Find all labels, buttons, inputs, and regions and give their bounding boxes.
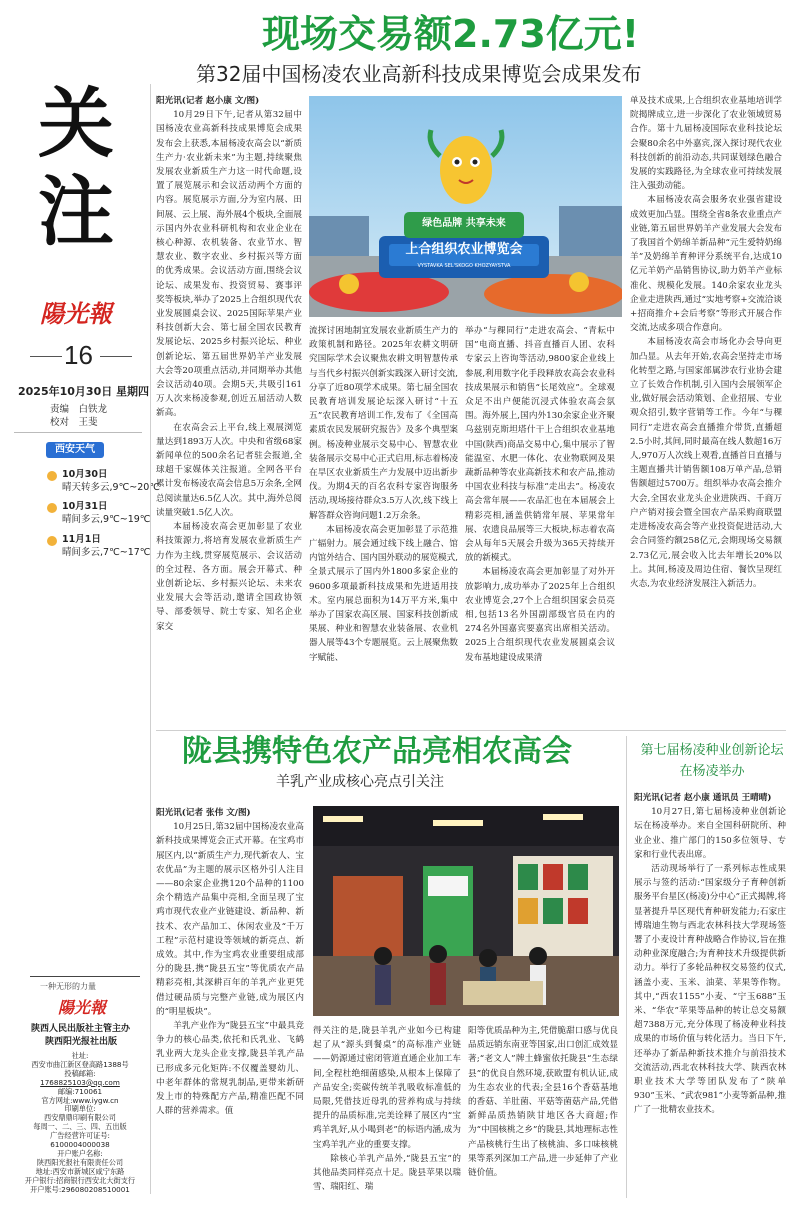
paragraph: 10月27日,第七届杨凌种业创新论坛在杨凌举办。来自全国科研院所、种业企业、推广部门的150多位领导、专家和行业代表出席。	[634, 807, 786, 860]
info-line: 广告经营许可证号:	[50, 1131, 110, 1141]
story1-col4	[630, 94, 782, 726]
paragraph: 单及技术成果,上合组织农业基地培训学院揭牌成立,进一步深化了农业领域贸易合作。第十九届杨凌国际农业科技论坛会聚80余名中外嘉宾,深入探讨现代农业科技创新的前沿动态,共同谋划绿色融合发展的实践路径,为全球农业可持续发展注入强劲动能。	[630, 96, 782, 192]
footer-logo: 陽光報	[58, 998, 107, 1017]
section-title-1: 关	[38, 79, 114, 168]
sun-cloud-icon	[47, 471, 57, 481]
page-number-rule-right	[100, 356, 132, 357]
paragraph: 本届杨凌农高会更加彰显了示范推广辐射力。展会通过线下线上融合、馆内馆外结合、国内国外联动的展览模式,全景式展示了国内外1800多家企业的9600多项最新科技成果和先进适用技术。室内展总面积为14万平方米,集中举办了国家农高区展、国家科技创新成果展、种业和智慧农业装备展、农业机器人展等43个专题展览。云上展聚焦数字赋能、	[309, 524, 458, 663]
story3-headline-2: 在杨凌举办	[679, 764, 745, 779]
story2-headline: 陇县携特色农产品亮相农高会	[182, 734, 572, 769]
story3-headline-1: 第七届杨凌种业创新论坛	[640, 743, 784, 758]
rail-divider	[150, 84, 151, 1194]
proof-line: 校对 王斐	[50, 417, 98, 428]
info-line: 西安鼎鼎印刷有限公司	[44, 1113, 116, 1123]
photo1-banner-1: 上合组织农业博览会	[405, 242, 523, 257]
footer-divider	[30, 976, 140, 977]
paragraph: 活动现场举行了一系列标志性成果展示与签约活动:“国家级分子育种创新服务平台星区(杨凌)分中心”正式揭牌,将显著提升旱区现代育种研发能力;石家庄博瑞迪生物与西北农林科技大学现场签署了小麦设计育种战略合作协议,旨在推动种业深度融合;为育种技术升级提供新动力。举行了多轮品种权交易签约仪式,涵盖小麦、玉米、油菜、苹果等作物。其中,“西农1155”小麦、“宁玉688”玉米、“华农”苹果等品种的转让总交易额超7388万元,充分体现了杨凌种业科技成果的市场价值与转化活力。当日下午,还举办了新品种新技术推介与前沿技术交流活动,西北农林科技大学、陕西农林职业技术大学等团队发布了“陕单930”玉米、“武农981”小麦等新品种,推广了一批精农业技术。	[634, 864, 786, 1116]
info-line: 6100004000038	[50, 1140, 110, 1150]
issue-date: 2025年10月30日 星期四	[18, 385, 150, 398]
info-line: 邮编:710061	[57, 1086, 103, 1096]
paragraph: 举办“与稞同行”走进农高会、“青耘中国”电商直播、抖音直播百人团、农科专家云上咨询等活动,9800家企业线上参展,利用数字化手段释放农高会农业科技成果展示和销售“长尾效应”。全球观众足不出户便能沉浸式体验农高会氛围。海外展上,国内外130余家企业齐聚乌兹别克斯坦塔什干上合组织农业基地中国(陕西)商品交易中心,集中展示了智能温室、水肥一体化、农业物联网及果蔬新品种等农业高新技术和农产品,推动中国农业科技与标准“走出去”。杨凌农高会常年展——农品汇也在本届展会上精彩亮相,涵盖供销常年展、苹果常年展、农遗良品展等三大板块,标志着农高会从每年5天展会升级为365天持续开放的新模式。	[465, 326, 615, 564]
story1-subheadline: 第32届中国杨凌农业高新科技成果博览会成果发布	[196, 62, 642, 86]
page-number: 16	[64, 340, 93, 370]
info-block	[14, 1052, 146, 1195]
paragraph: 除核心羊乳产品外,“陇县五宝”的其他品类同样亮点十足。陇县苹果以瑞雪、瑞阳红、瑞	[313, 1153, 461, 1193]
editor-line: 责编 白铁龙	[50, 404, 108, 415]
story1-bottom-rule	[156, 730, 786, 731]
story1-photo	[309, 96, 622, 317]
info-line: 印刷单位:	[64, 1104, 96, 1114]
photo1-sign: 绿色品牌 共享未来	[422, 218, 506, 229]
paragraph: 流探讨困地制宜发展农业新质生产力的政策机制和路径。2025年农耕文明研究国际学术会议聚焦农耕文明智慧传承与当代乡村振兴创新实践深入研讨交流,分享了近80项学术成果。第七届全国农民教育培训发展论坛深入研讨“十五五”农民教育培训工作,发布了《全国高素质农民发展研究报告》及多个典型案例。杨凌种业展示交易中心、智慧农业装备展示交易中心正式启用,标志着杨凌在旱区农业新质生产力发展中迈出新步伐。为期4天的百名农科专家咨询服务活动,现场接待群众3.5万人次,线下线上解答群众咨询问题1.2万余条。	[309, 326, 458, 521]
info-line: 陕西阳光报社有限责任公司	[36, 1157, 124, 1167]
paragraph: 在农高会云上平台,线上观展浏览量达到1893万人次。中央和省级68家新闻单位的500余名记者驻会报道,全球超千家媒体关注报道。全网各平台累计发布杨凌农高会信息5万余条,全网总阅读量达6.5亿人次。其中,海外总阅读量突破1.5亿人次。	[156, 422, 302, 518]
masthead-logo: 陽光報	[40, 299, 112, 328]
story2-col3	[468, 1024, 618, 1196]
info-line: 开户账号:296080208510001	[30, 1184, 130, 1194]
info-line: 官方网址:www.iygw.cn	[41, 1095, 119, 1105]
weather-badge: 西安天气	[46, 442, 104, 458]
story1-col1	[156, 94, 302, 726]
exhibition-gate-photo	[309, 96, 622, 317]
story1-col2	[309, 324, 458, 726]
sun-cloud-icon	[47, 536, 57, 546]
sun-cloud-icon	[47, 503, 57, 513]
story1-headline: 现场交易额2.73亿元!	[262, 12, 640, 56]
story1-col3	[465, 324, 615, 726]
weather-divider	[14, 432, 142, 433]
section-title-2: 注	[38, 167, 114, 256]
info-line: 每周一、二、三、四、五出版	[33, 1122, 127, 1132]
info-line: 1768825103@qq.com	[40, 1077, 120, 1087]
info-line: 投稿邮箱:	[64, 1068, 96, 1078]
left-rail: 关 注 陽光報 16 2025年10月30日 星期四 责编 白铁龙 校对 王斐 西安天气 10月30日 晴天转多云,9℃~20℃ 10月31日 晴间多云,9℃~19℃ 11月1日 晴间多云,7℃~17℃ 一种无形的力量 陽光報 陕西人民出版社主管主办 陕西阳光报社出版 社址: 西安市曲江新区登高路1388号 投稿邮箱: 1768825103@qq.com 邮编:710061 官方网址:www.iygw.cn 印刷单位: 西安鼎鼎印刷有限公司 每周一、二、三、四、五出版 广告经营许可证号: 6100004000038 开户账户名称: 陕西阳光报社有限责任公司 地址:西安市新城区咸宁东路 开户银行:招商银行西安北大街支行 开户账号:296080208510001	[0, 0, 150, 1205]
story1-byline: 阳光讯(记者 赵小康 文/图)	[156, 96, 260, 106]
paragraph: 本届杨凌农高会服务农业强省建设成效更加凸显。围绕全省8条农业重点产业链,第五届世界奶羊产业发展大会发布了我国首个奶绵羊新品种“元生爱特奶绵羊”及奶绵羊育种评分系统平台,达成10亿元羊奶产品销售协议,助力奶羊产业标准化、规模化发展。140余家农业龙头企业走进陕西,通过“实地考察+交流洽谈+招商推介+会后考察”等形式开展合作交流,达成多项合作意向。	[630, 195, 782, 334]
story2-col1	[156, 806, 304, 1196]
info-line: 地址:西安市新城区咸宁东路	[35, 1166, 125, 1176]
paragraph: 10月25日,第32届中国杨凌农业高新科技成果博览会正式开幕。在宝鸡市展区内,以“新质生产力,现代新农人、宝农优品”为主题的展示区格外引人注目——80余家企业携120个品种的1100余个精选产品集中亮相,全面呈现了宝鸡市现代农业产业链建设、新品种、新技术、农产品加工、休闲农业及“千万工程”示范村建设等领域的新亮点、新成效。其中,作为宝鸡农业重要组成部分的陇县,携“陇县五宝”等优质农产品精彩亮相,其深耕百年的羊乳产业更凭借过硬品质与完整产业链,成为展区内的“明星板块”。	[156, 822, 304, 1017]
paragraph: 10月29日下午,记者从第32届中国杨凌农业高新科技成果博览会成果发布会上获悉,本届杨凌农高会以“新质生产力·农业新未来”为主题,持续聚焦发展农业新质生产力这一时代命题,设置了展览展示和会议活动两个方面的内容。展览展示方面,分为室内展、田间展、云上展、海外展4个板块,全面展示国内外农业科研机构和农业企业在核心种源、农机装备、农业节水、智慧农业、数字农业、乡村振兴等方面的优秀成果。会议活动方面,围绕会议论坛、成果发布、投资贸易、赛事评奖等板块,举办了2025上合组织现代农业发展圆桌会议、2025国际苹果产业科技创新大会、第七届全国农民教育发展论坛、2025乡村振兴论坛、种业创新论坛、第五届世界奶羊产业发展大会等20项重点活动,并同期举办其他会议活动40项。会期5天,共吸引161万人次来杨凌参观,创近五届活动人数新高。	[156, 110, 302, 419]
info-line: 开户银行:招商银行西安北大街支行	[24, 1175, 136, 1185]
info-line: 开户账户名称:	[57, 1148, 103, 1158]
story2-col2	[313, 1024, 461, 1196]
info-line: 社址:	[71, 1051, 89, 1060]
paragraph: 羊乳产业作为“陇县五宝”中最具竞争力的核心品类,依托和氏乳业、飞鹤乳业两大龙头企业支撑,陇县羊乳产品已形成多元化矩阵:不仅覆盖婴幼儿、中老年群体的常规乳制品,更带来新研发上市的特殊配方产品,精准匹配不同人群的营养需求。值	[156, 1021, 304, 1117]
publisher-line-1: 陕西人民出版社主管主办	[31, 1024, 131, 1034]
story3-byline: 阳光讯(记者 赵小康 通讯员 王晴晴)	[634, 793, 772, 803]
story2-photo	[313, 806, 619, 1016]
page-number-rule-left	[30, 356, 62, 357]
footer-slogan: 一种无形的力量	[40, 982, 96, 991]
paragraph: 阳等优质品种为主,凭借脆甜口感与优良品质远销东南亚等国家,出口创汇成效显著;“老文人”牌土蜂蜜依托陇县“生态绿县”的优良自然环境,获欧盟有机认证,成为生态农业的代表;全县16个香菇基地的香菇、羊肚菌、平菇等菌菇产品,凭借新鲜品质热销陕甘地区各大商超;作为“中国核桃之乡”的陇县,其地理标志性产品核桃行生出了核桃油、多口味核桃果等系列深加工产品,进一步延伸了产业链价值。	[468, 1026, 618, 1179]
paragraph: 本届杨凌农高会更加彰显了农业科技策源力,将培育发展农业新质生产力作为主线,贯穿展览展示、会议活动的全过程、各方面。展会开幕式、种业创新论坛、乡村振兴论坛、未来农业发展大会等活动,邀请全国政协领导、部委领导、院士专家、知名企业家交	[156, 522, 302, 632]
paragraph: 本届杨凌农高会更加彰显了对外开放影响力,成功举办了2025年上合组织农业博览会,27个上合组织国家会员亮相,包括13名外国副部级官员在内的274名外国嘉宾要嘉宾出席相关活动。2025上合组织现代农业发展圆桌会议发布基地建设成果清	[465, 567, 615, 663]
info-line: 西安市曲江新区登高路1388号	[31, 1059, 129, 1069]
exhibition-hall-photo	[313, 806, 619, 1016]
publisher-line-2: 陕西阳光报社出版	[45, 1037, 118, 1047]
story2-subheadline: 羊乳产业成核心亮点引关注	[276, 774, 444, 790]
story3-divider	[626, 736, 627, 1198]
story2-byline: 阳光讯(记者 张伟 文/图)	[156, 808, 251, 818]
paragraph: 本届杨凌农高会市场化办会导向更加凸显。从去年开始,农高会坚持走市场化转型之路,与国家部属涉农行业协会建立了长效合作机制,引入国内会展领军企业,做好展会活动策划、企业招展、专业观众招引,数字营销等工作。今年“与稞同行”走进农高会直播推介带货,直播超2.5小时,其间,同时最高在线人数超16万人,970万人次线上观看,直播首日直播与主题直播共计销售额108万单产品,总销售额超过5700万。组织举办农高会推介大会,全国农业龙头企业进陕西、千商万户产销对接会暨全国农产品采购商联盟走进杨凌农高会等产业投资促进活动,大会合同签约额258亿元,会期现场交易额2.73亿元,展会收入比去年增长20%以上。其间,杨凌及周边住宿、餐饮呈现红火态,为农业经济发展注入新活力。	[630, 337, 782, 589]
paragraph: 得关注的是,陇县羊乳产业如今已构建起了从“源头到餐桌”的高标准产业链——奶源通过密闭管道直通企业加工车间,全程杜绝细菌感染,从根本上保障了产品安全;奕碳传统羊乳吸收标准低的局限,凭借技近母乳的营养构成与持续提升的品质标准,完美诠释了展区内“宝鸡羊乳好,从小喝到老”的标语内涵,成为宝鸡羊乳产业的重要支撑。	[313, 1026, 461, 1150]
photo1-banner-2: VYSTAVKA SEL'SKOGO KHOZYAYSTVA	[417, 263, 511, 269]
story3-col1	[634, 791, 786, 1196]
